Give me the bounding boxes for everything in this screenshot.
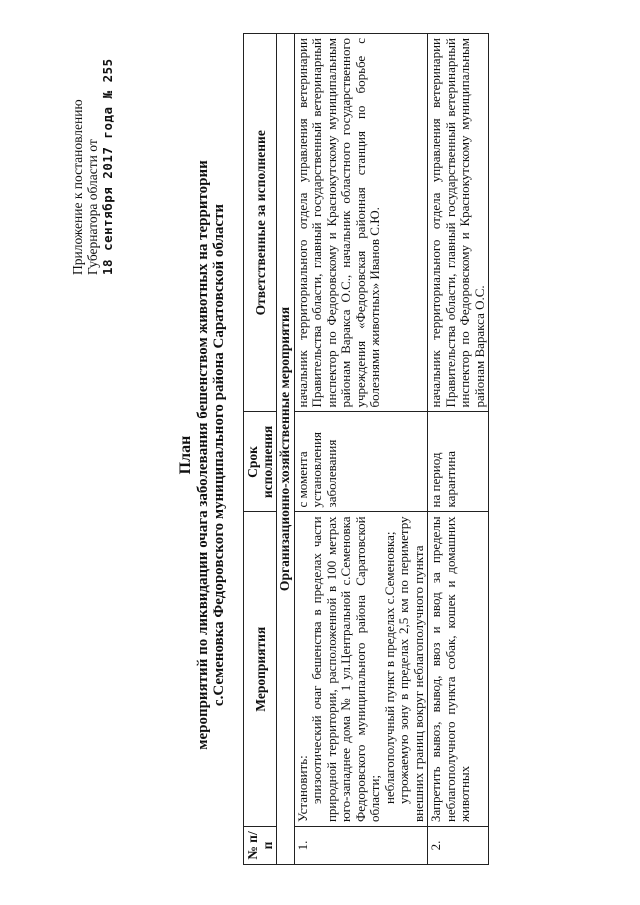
row-num: 1. <box>294 827 428 865</box>
approval-date: 18 сентября 2017 года № 255 <box>100 58 115 275</box>
header-measures: Мероприятия <box>244 512 277 827</box>
row-term: на период карантина <box>428 412 489 512</box>
title-line-2: с.Семеновка Федоровского муниципального района Саратовской области <box>211 203 227 707</box>
plan-table <box>243 33 489 865</box>
measure-item-c: угрожаемую зону в пределах 2,5 км по периметру внешних границ вокруг неблагополучного пункта <box>396 516 426 823</box>
table-header-row <box>244 34 277 865</box>
row-measure <box>294 512 428 827</box>
header-num: № п/п <box>244 827 277 865</box>
row-num: 2. <box>428 827 489 865</box>
row-measure: Запретить вывоз, вывод, ввоз и ввод за пределы неблагополучного пункта собак, кошек и домашних животных <box>428 512 489 827</box>
row-responsible: начальник территориального отдела управления ветеринарии Правительства области, главный государственный ветеринарный инспектор по Федоровскому и Краснокутскому муниципальным районам Варакса О.С. <box>428 34 489 412</box>
row-responsible: начальник территориального отдела управления ветеринарии Правительства области, главный государственный ветеринарный инспектор по Федоровскому и Краснокутскому муниципальным районам Варакса О.С., начальник областного государственного учреждения «Федоровская районная станция по борьбе с болезнями животных» Иванов С.Ю. <box>294 34 428 412</box>
measure-item-a: эпизоотический очаг бешенства в пределах части природной территории, расположенной в 100 метрах юго-западнее дома № 1 ул.Центральной с.Семеновка Федоровского муниципального района Саратовской области; <box>309 516 382 823</box>
document-title <box>178 45 227 865</box>
section-title: Организационно-хозяйственные мероприятия <box>277 34 295 865</box>
approval-line-2: Губернатора области от <box>85 139 100 275</box>
table-row <box>428 34 489 865</box>
approval-note <box>70 45 115 275</box>
header-term: Срок исполнения <box>244 412 277 512</box>
table-row <box>294 34 428 865</box>
section-row <box>277 34 295 865</box>
measure-item-b: неблагополучный пункт в пределах с.Семеновка; <box>381 531 397 805</box>
title-heading: План <box>177 435 194 475</box>
row-term: с момента установления заболевания <box>294 412 428 512</box>
title-line-1: мероприятий по ликвидации очага заболевания бешенством животных на территории <box>195 160 211 750</box>
approval-line-1: Приложение к постановлению <box>70 99 85 275</box>
header-responsible: Ответственные за исполнение <box>244 34 277 412</box>
measure-intro: Установить: <box>294 755 310 823</box>
